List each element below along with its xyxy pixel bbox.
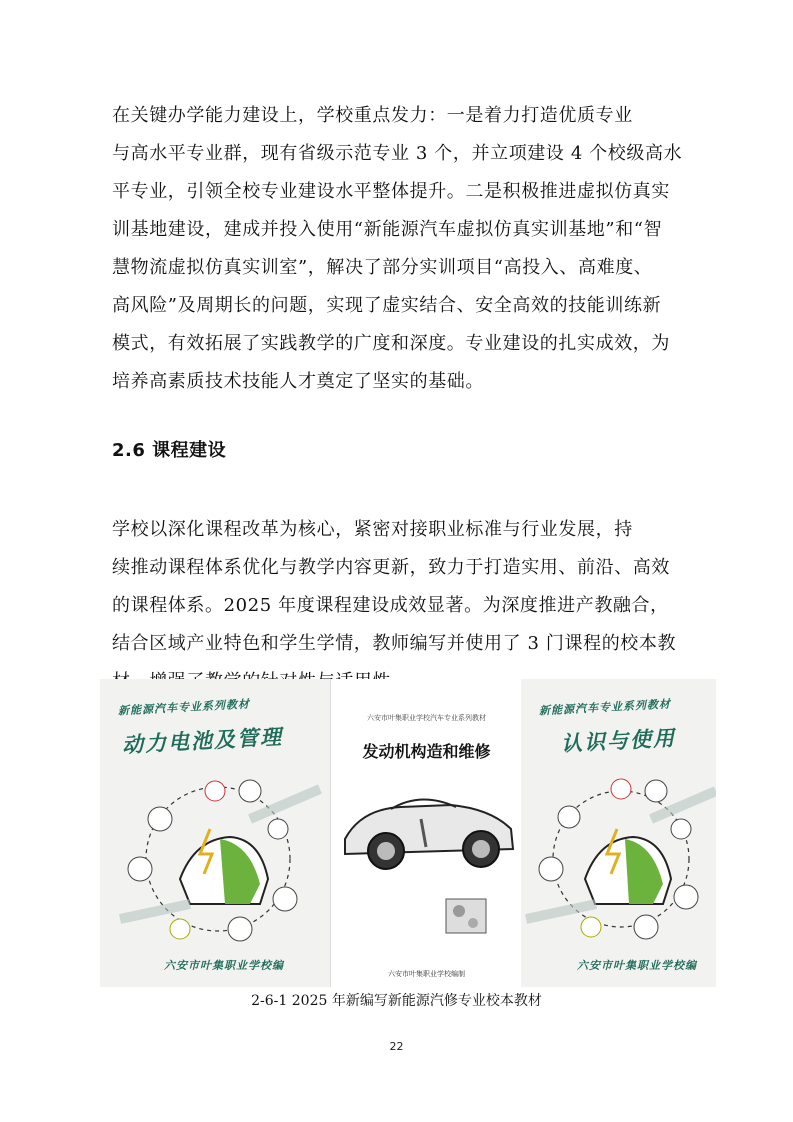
- cover-publisher: 六安市叶集职业学校编制: [388, 970, 465, 978]
- page-number: 22: [389, 1040, 404, 1053]
- text-line: 慧物流虚拟仿真实训室”，解决了部分实训项目“高投入、高难度、: [112, 257, 653, 278]
- ev-car-illustration-icon: [521, 679, 716, 987]
- text-line: 续推动课程体系优化与教学内容更新，致力于打造实用、前沿、高效: [112, 557, 670, 578]
- text-line: 与高水平专业群，现有省级示范专业 3 个，并立项建设 4 个校级高水: [112, 143, 683, 164]
- text-line: 平专业，引领全校专业建设水平整体提升。二是积极推进虚拟仿真实: [112, 181, 670, 202]
- text-line: 在关键办学能力建设上，学校重点发力：一是着力打造优质专业: [112, 105, 633, 126]
- text-line: 训基地建设，建成并投入使用“新能源汽车虚拟仿真实训基地”和“智: [112, 219, 663, 240]
- cover-publisher: 六安市叶集职业学校编: [577, 959, 697, 972]
- cover-recognition-use: [521, 679, 716, 987]
- cover-title: 动力电池及管理: [121, 724, 284, 758]
- section-heading: 2.6 课程建设: [112, 440, 227, 461]
- cover-engine-repair: [330, 679, 523, 987]
- text-line: 的课程体系。2025 年度课程建设成效显著。为深度推进产教融合，: [112, 595, 669, 616]
- figure-caption: 2-6-1 2025 年新编写新能源汽修专业校本教材: [251, 993, 542, 1009]
- textbook-covers-photo: [100, 679, 716, 987]
- cover-title: 认识与使用: [560, 726, 677, 756]
- cover-title: 发动机构造和维修: [362, 742, 491, 761]
- cover-series-label: 六安市叶集职业学校汽车专业系列教材: [367, 714, 486, 722]
- text-line: 高风险”及周期长的问题，实现了虚实结合、安全高效的技能训练新: [112, 295, 662, 316]
- cover-battery-management: [100, 679, 330, 987]
- paragraph-curriculum: [112, 511, 678, 701]
- paragraph-key-capacity: [112, 97, 683, 401]
- cover-series-label: 新能源汽车专业系列教材: [117, 697, 251, 718]
- text-line: 学校以深化课程改革为核心，紧密对接职业标准与行业发展，持: [112, 519, 633, 540]
- cover-series-label: 新能源汽车专业系列教材: [538, 697, 672, 718]
- text-line: 模式，有效拓展了实践教学的广度和深度。专业建设的扎实成效，为: [112, 333, 670, 354]
- text-line: 结合区域产业特色和学生学情，教师编写并使用了 3 门课程的校本教: [112, 633, 677, 654]
- sports-car-icon: [331, 679, 522, 987]
- text-line: 培养高素质技术技能人才奠定了坚实的基础。: [112, 371, 484, 392]
- ev-car-illustration-icon: [100, 679, 330, 987]
- cover-publisher: 六安市叶集职业学校编: [164, 959, 284, 972]
